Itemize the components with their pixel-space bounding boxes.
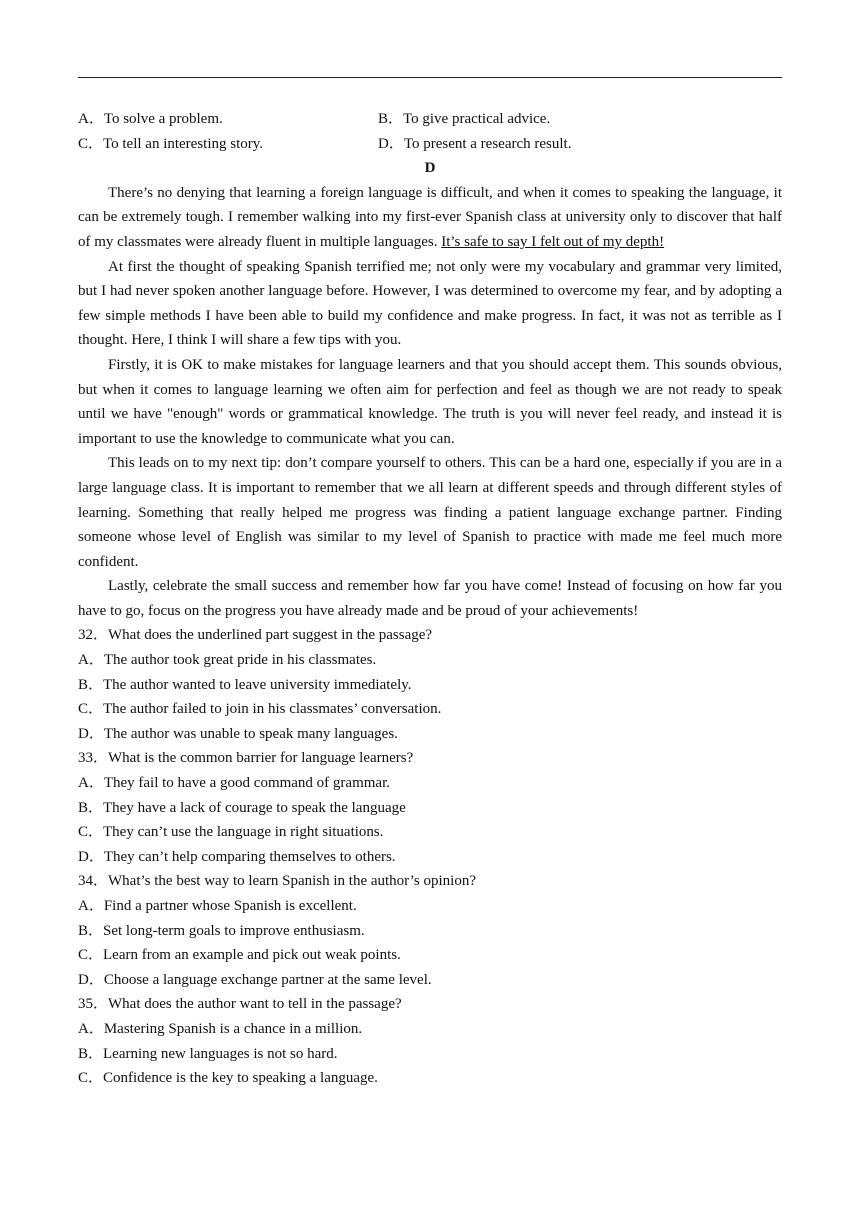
passage-paragraph-3: Firstly, it is OK to make mistakes for language learners and that you should accept them. This sounds obvious, but when it comes to language learning we often aim for perfection and feel as though we are not ready to speak until we have "enough" words or grammatical knowledge. The truth is you will never feel ready, and instead it is important to use the knowledge to communicate what you can. [78,356,782,447]
question-32-option-b: B．The author wanted to leave university immediately. [78,676,412,693]
paragraph-text: There’s no denying that learning a foreign language is difficult, and when it comes to speaking the language, it can be extremely tough. I remember walking into my first-ever Spanish class at university only to discover that half of my classmates were already fluent in multiple languages. [78,184,782,250]
passage-paragraph-4: This leads on to my next tip: don’t compare yourself to others. This can be a hard one, especially if you are in a large language class. It is important to remember that we all learn at different speeds and through different styles of learning. Something that really helped me progress was finding a patient language exchange partner. Finding someone whose level of English was similar to my level of Spanish to practice with made me feel much more confident. [78,455,782,570]
question-33-option-b: B．They have a lack of courage to speak the language [78,799,406,816]
question-32-stem: 32．What does the underlined part suggest in the passage? [78,627,433,644]
question-32-option-c: C．The author failed to join in his classmates’ conversation. [78,701,442,718]
passage-paragraph-2: At first the thought of speaking Spanish terrified me; not only were my vocabulary and grammar very limited, but I had never spoken another language before. However, I was determined to overcome my fear, and by adopting a few simple methods I have been able to build my confidence and make progress. In fact, it was not as terrible as I thought. Here, I think I will share a few tips with you. [78,258,782,349]
prev-options-row [78,107,782,132]
question-32-option-d: D．The author was unable to speak many languages. [78,725,398,742]
passage-paragraph-1 [78,181,782,255]
passage-paragraph-5: Lastly, celebrate the small success and remember how far you have come! Instead of focusing on how far you have to go, focus on the progress you have already made and be proud of your achievements! [78,578,782,619]
question-34-option-c: C．Learn from an example and pick out weak points. [78,947,401,964]
question-35-option-b: B．Learning new languages is not so hard. [78,1045,338,1062]
question-33-option-c: C．They can’t use the language in right situations. [78,824,384,841]
header-rule [78,77,782,78]
section-title: D [424,160,436,177]
prev-options-row [78,132,782,157]
question-33-option-d: D．They can’t help comparing themselves to others. [78,848,396,865]
question-34-stem: 34．What’s the best way to learn Spanish in the author’s opinion? [78,873,476,890]
option-b: B．To give practical advice. [378,111,551,127]
option-a: A．To solve a problem. [78,111,223,127]
question-34-option-d: D．Choose a language exchange partner at the same level. [78,971,432,988]
question-35-stem: 35．What does the author want to tell in the passage? [78,996,402,1013]
option-c: C．To tell an interesting story. [78,135,264,152]
underlined-part: It’s safe to say I felt out of my depth! [441,233,665,250]
question-34-option-b: B．Set long-term goals to improve enthusiasm. [78,922,365,939]
question-33-stem: 33．What is the common barrier for language learners? [78,750,414,767]
question-35-option-c: C．Confidence is the key to speaking a language. [78,1070,378,1087]
question-32-option-a: A．The author took great pride in his classmates. [78,652,377,669]
option-d: D．To present a research result. [378,135,572,152]
question-34-option-a: A．Find a partner whose Spanish is excellent. [78,898,357,914]
question-35-option-a: A．Mastering Spanish is a chance in a million. [78,1020,363,1037]
document-body [78,107,782,1091]
question-33-option-a: A．They fail to have a good command of grammar. [78,775,390,792]
